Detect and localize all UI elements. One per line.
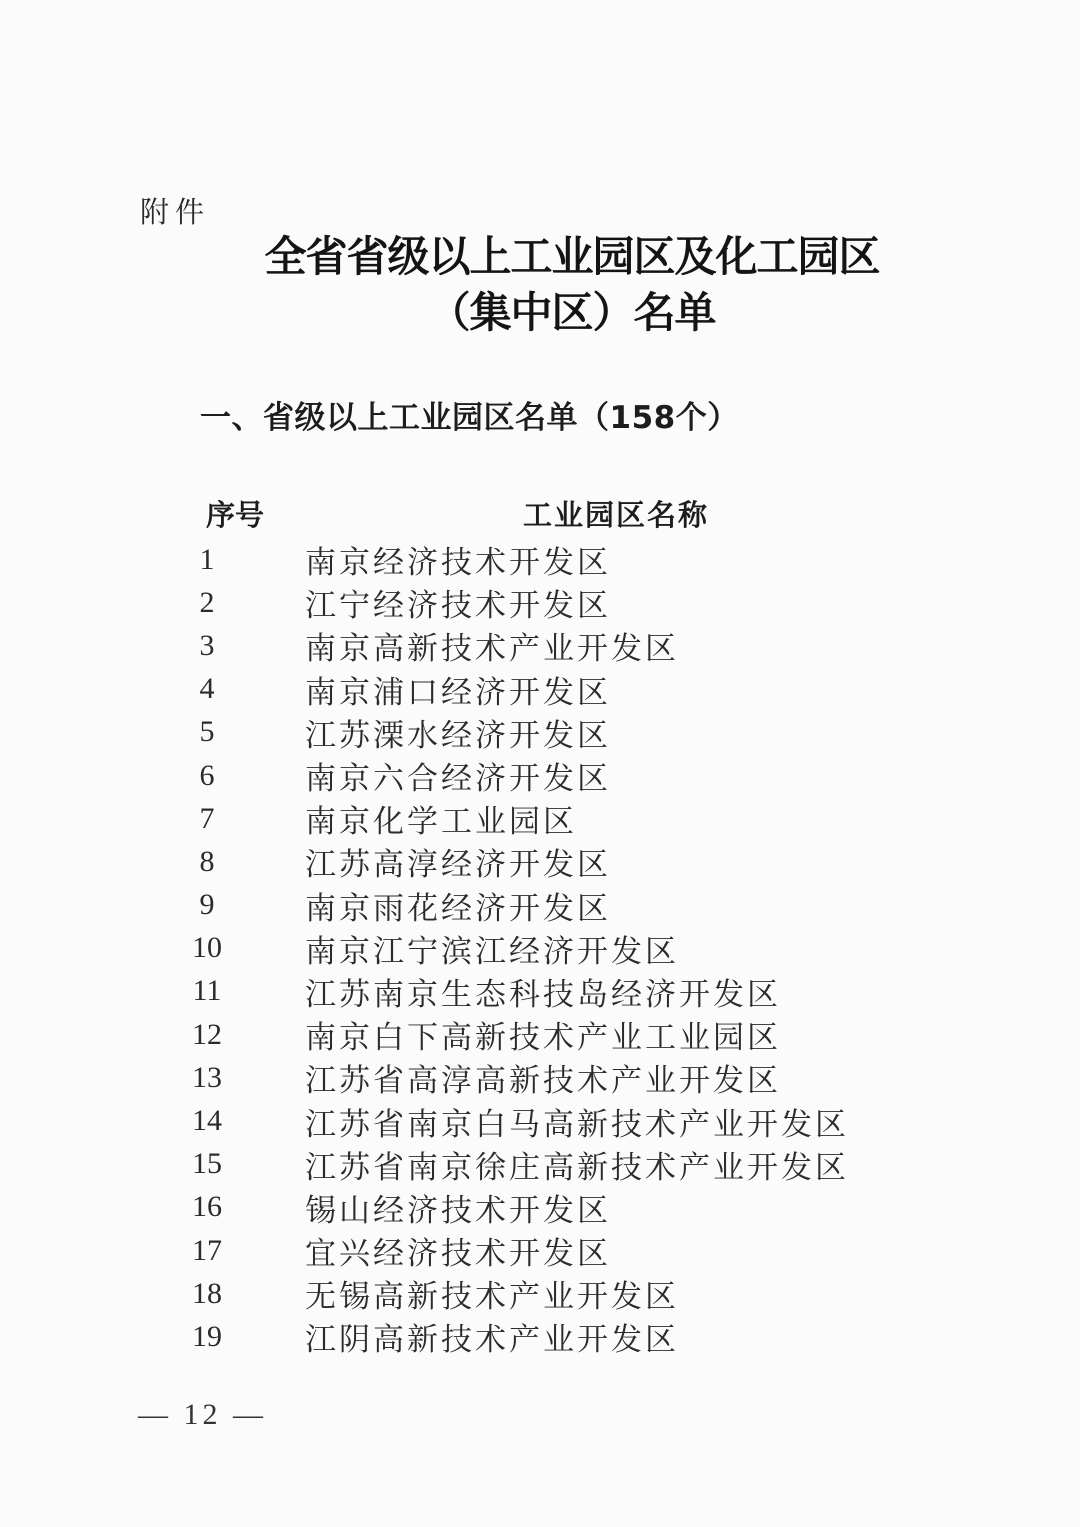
park-name-cell: 南京江宁滨江经济开发区: [305, 933, 679, 969]
park-name-cell: 南京高新技术产业开发区: [305, 631, 679, 667]
table-row: [150, 797, 940, 840]
table-row: [150, 1229, 940, 1272]
park-name-cell: 江苏省高淳高新技术产业开发区: [305, 1063, 781, 1099]
row-index-cell: 12: [192, 1017, 222, 1051]
park-name-cell: 宜兴经济技术开发区: [305, 1236, 611, 1272]
table-body: [150, 538, 940, 1359]
park-name-cell: 南京浦口经济开发区: [305, 674, 611, 710]
park-name-cell: 南京白下高新技术产业工业园区: [305, 1020, 781, 1056]
row-index-cell: 10: [192, 931, 222, 965]
row-index-cell: 4: [199, 672, 215, 706]
table-row: [150, 581, 940, 624]
table-row: [150, 1272, 940, 1315]
park-name-cell: 南京雨花经济开发区: [305, 890, 611, 926]
table-row: [150, 624, 940, 667]
row-index-cell: 19: [192, 1319, 222, 1353]
table-header-park-name: 工业园区名称: [522, 497, 709, 532]
document-title: [64, 230, 1080, 342]
table-row: [150, 840, 940, 883]
park-name-cell: 南京化学工业园区: [305, 804, 577, 840]
row-index-cell: 16: [192, 1190, 222, 1224]
park-name-cell: 江苏高淳经济开发区: [305, 847, 611, 883]
park-name-cell: 江苏省南京白马高新技术产业开发区: [305, 1106, 849, 1142]
attachment-label: 附件: [140, 197, 211, 229]
table-row: [150, 1143, 940, 1186]
table-row: [150, 1013, 940, 1056]
row-index-cell: 13: [192, 1060, 222, 1094]
row-index-cell: 5: [199, 715, 215, 749]
row-index-cell: 14: [192, 1104, 222, 1138]
park-name-cell: 江宁经济技术开发区: [305, 588, 611, 624]
document-title-line2: （集中区）名单: [428, 291, 716, 337]
park-name-cell: 锡山经济技术开发区: [305, 1192, 611, 1228]
park-name-cell: 无锡高新技术产业开发区: [305, 1279, 679, 1315]
park-name-cell: 江阴高新技术产业开发区: [305, 1322, 679, 1358]
park-name-cell: 江苏南京生态科技岛经济开发区: [305, 976, 781, 1012]
section-heading: 一、省级以上工业园区名单（158个）: [200, 400, 739, 436]
row-index-cell: 6: [199, 758, 215, 792]
park-name-cell: 江苏省南京徐庄高新技术产业开发区: [305, 1149, 849, 1185]
table-row: [150, 970, 940, 1013]
table-row: [150, 884, 940, 927]
table-row: [150, 1056, 940, 1099]
table-row: [150, 927, 940, 970]
table-header-row: [150, 488, 940, 538]
table-row: [150, 711, 940, 754]
table-row: [150, 754, 940, 797]
table-header-index: 序号: [205, 497, 264, 532]
row-index-cell: 1: [199, 542, 215, 576]
park-name-cell: 南京经济技术开发区: [305, 545, 611, 581]
table-row: [150, 1186, 940, 1229]
industrial-park-table: [150, 488, 940, 1359]
row-index-cell: 11: [192, 974, 222, 1008]
park-name-cell: 江苏溧水经济开发区: [305, 717, 611, 753]
row-index-cell: 7: [199, 801, 215, 835]
document-title-line1: 全省省级以上工业园区及化工园区: [264, 235, 880, 281]
row-index-cell: 17: [192, 1233, 222, 1267]
park-name-cell: 南京六合经济开发区: [305, 761, 611, 797]
row-index-cell: 3: [199, 628, 215, 662]
table-row: [150, 1315, 940, 1358]
row-index-cell: 15: [192, 1147, 222, 1181]
table-row: [150, 1099, 940, 1142]
row-index-cell: 18: [192, 1276, 222, 1310]
row-index-cell: 9: [199, 888, 215, 922]
row-index-cell: 2: [199, 585, 215, 619]
table-row: [150, 538, 940, 581]
row-index-cell: 8: [199, 844, 215, 878]
table-row: [150, 668, 940, 711]
page-number: — 12 —: [138, 1398, 267, 1431]
